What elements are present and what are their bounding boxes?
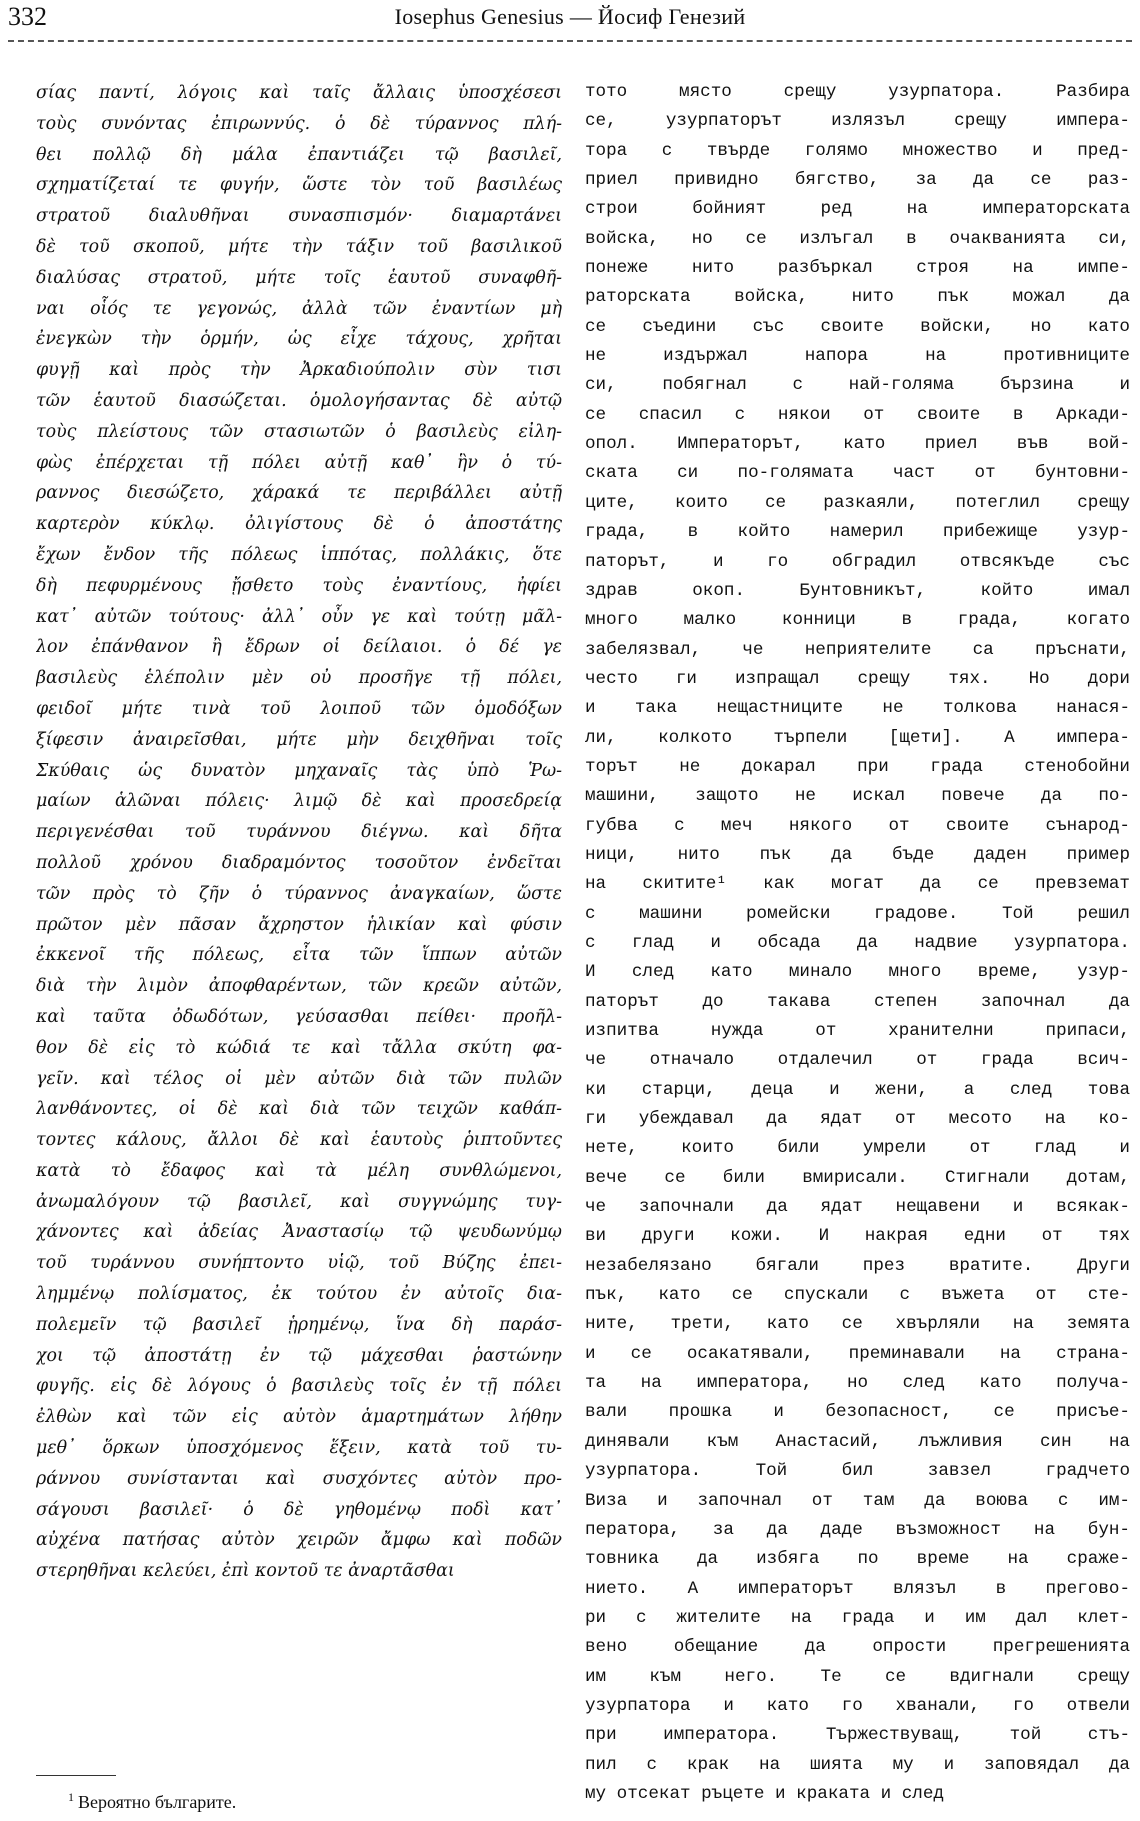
greek-text-line: στερηθῆναι κελεύει, ἐπὶ κοντοῦ τε ἀναρτᾶσθαι: [36, 1561, 455, 1582]
greek-text-line: πρῶτον μὲν πᾶσαν ἄχρηστον ἡλικίαν καὶ φύσιν: [36, 914, 562, 935]
greek-text-line: φυγῇ καὶ πρὸς τὴν Ἀρκαδιούπολιν σὺν τισι: [36, 360, 562, 381]
greek-text-column: [36, 78, 562, 1587]
greek-text-line: τῶν ἑαυτοῦ διασώζεται. ὁμολογήσαντας δὲ αὐτῷ: [36, 390, 562, 411]
bulgarian-text-line: узурпатора и като го хванали, го отвели: [585, 1695, 1130, 1716]
greek-text-line: τῶν πρὸς τὸ ζῆν ὁ τύραννος ἀναγκαίων, ὥστε: [36, 883, 562, 904]
bulgarian-text-line: паторът до такава степен започнал да: [585, 991, 1130, 1012]
bulgarian-text-line: ли, колкото търпели [щети]. А импера-: [585, 727, 1130, 748]
bulgarian-text-line: ки старци, деца и жени, а след това: [585, 1079, 1130, 1100]
greek-text-line: χοι τῷ ἀποστάτῃ ἐν τῷ μάχεσθαι ῥαστώνην: [36, 1345, 562, 1366]
bulgarian-text-line: та на императора, но след като получа-: [585, 1373, 1130, 1394]
bulgarian-text-line: ници, нито пък да бъде даден пример: [585, 844, 1130, 865]
greek-text-line: περιγενέσθαι τοῦ τυράννου διέγνω. καὶ δῆτα: [36, 822, 562, 843]
greek-text-line: τοὺς πλείστους τῶν στασιωτῶν ὁ βασιλεὺς εἰλη-: [36, 421, 562, 442]
greek-text-line: σίας παντί, λόγοις καὶ ταῖς ἄλλαις ὑποσχέσεσι: [36, 83, 562, 103]
bulgarian-text-line: ните, трети, като се хвърляли на земята: [585, 1314, 1130, 1335]
footnote: [68, 1790, 236, 1813]
bulgarian-text-line: раторската войска, нито пък можал да: [585, 287, 1130, 308]
bulgarian-text-line: узурпатора. Той бил завзел градчето: [585, 1461, 1130, 1482]
bulgarian-text-line: често ги изпращал срещу тях. Но дори: [585, 668, 1130, 689]
page-number: 332: [8, 2, 47, 31]
greek-text-line: αὐχένα πατήσας αὐτὸν χειρῶν ἄμφω καὶ ποδῶν: [36, 1530, 562, 1551]
greek-text-line: σχηματίζεταί τε φυγήν, ὥστε τὸν τοῦ βασιλέως: [36, 175, 562, 196]
bulgarian-text-line: здрав окоп. Бунтовникът, който имал: [585, 580, 1130, 601]
bulgarian-text-line: машини, защото не искал повече да по-: [585, 786, 1130, 807]
greek-text-line: λον ἐπάνθανον ἢ ἔδρων οἱ δείλαιοι. ὁ δέ γε: [36, 637, 562, 658]
bulgarian-text-line: ператора, за да даде възможност на бун-: [585, 1519, 1130, 1540]
bulgarian-text-line: че отначало отдалечил от града всич-: [585, 1050, 1130, 1071]
bulgarian-text-line: изпитва нужда от хранителни припаси,: [585, 1021, 1130, 1041]
greek-text-line: μεθ᾽ ὅρκων ὑποσχόμενος ἕξειν, κατὰ τοῦ τυ-: [36, 1438, 562, 1459]
greek-text-line: λημμένῳ πολίσματος, ἐκ τούτου ἐν αὐτοῖς δια-: [36, 1284, 562, 1305]
bulgarian-text-column: [585, 78, 1130, 1809]
bulgarian-text-line: ри с жителите на града и им дал клет-: [585, 1607, 1130, 1628]
bulgarian-text-line: забелязвал, че неприятелите са пръснати,: [585, 639, 1130, 660]
bulgarian-text-line: на скитите¹ как могат да се превземат: [585, 874, 1130, 895]
bulgarian-text-line: нието. А императорът влязъл в прегово-: [585, 1578, 1130, 1599]
bulgarian-text-line: тото място срещу узурпатора. Разбира: [585, 82, 1130, 102]
bulgarian-text-line: града, в който намерил прибежище узур-: [585, 522, 1130, 543]
bulgarian-text-line: му отсекат ръцете и краката и след: [585, 1783, 944, 1804]
bulgarian-text-line: ви други кожи. И накрая едни от тях: [585, 1226, 1130, 1247]
bulgarian-text-line: товника да избяга по време на сраже-: [585, 1549, 1130, 1570]
greek-text-line: στρατοῦ διαλυθῆναι συνασπισμόν· διαμαρτάνει: [36, 206, 562, 227]
greek-text-line: ράννου συνίστανται καὶ συσχόντες αὐτὸν προ-: [36, 1468, 562, 1489]
greek-text-line: καὶ ταῦτα ὀδωδότων, γεύσασθαι πείθει· προῆλ-: [36, 1006, 562, 1027]
greek-text-line: ἐλθὼν καὶ τῶν εἰς αὐτὸν ἁμαρτημάτων λήθην: [36, 1407, 562, 1428]
greek-text-line: δὲ τοῦ σκοποῦ, μήτε τὴν τάξιν τοῦ βασιλικοῦ: [36, 236, 562, 257]
greek-text-line: πολεμεῖν τῷ βασιλεῖ ᾑρημένῳ, ἵνα δὴ παράσ-: [36, 1314, 562, 1335]
bulgarian-text-line: се спасил с някои от своите в Аркади-: [585, 404, 1130, 425]
bulgarian-text-line: не издържал напора на противниците: [585, 346, 1130, 367]
greek-text-line: χάνοντες καὶ ἀδείας Ἀναστασίῳ τῷ ψευδωνύμῳ: [36, 1222, 562, 1243]
greek-text-line: ἐκκενοῖ τῆς πόλεως, εἶτα τῶν ἵππων αὐτῶν: [36, 945, 562, 966]
bulgarian-text-line: строи бойният ред на императорската: [585, 199, 1130, 220]
bulgarian-text-line: че започнали да ядат нещавени и всякак-: [585, 1197, 1130, 1218]
bulgarian-text-line: вали прошка и безопасност, се присъе-: [585, 1402, 1130, 1423]
bulgarian-text-line: се, узурпаторът излязъл срещу импера-: [585, 111, 1130, 132]
bulgarian-text-line: опол. Императорът, като приел във вой-: [585, 434, 1130, 455]
greek-text-line: γεῖν. καὶ τέλος οἱ μὲν αὐτῶν διὰ τῶν πυλῶν: [36, 1068, 562, 1089]
greek-text-line: τοντες κάλους, ἄλλοι δὲ καὶ ἑαυτοὺς ῥιπτοῦντες: [36, 1130, 562, 1151]
greek-text-line: ἐνεγκὼν τὴν ὁρμήν, ὡς εἶχε τάχους, χρῆται: [36, 329, 562, 350]
greek-text-line: δὴ πεφυρμένους ᾔσθετο τοὺς ἐναντίους, ἠφίει: [36, 575, 562, 596]
footnote-marker: 1: [68, 1790, 74, 1804]
greek-text-line: φυγῆς. εἰς δὲ λόγους ὁ βασιλεὺς τοῖς ἐν τῇ πόλει: [36, 1376, 562, 1397]
bulgarian-text-line: ската си по-голямата част от бунтовни-: [585, 463, 1130, 484]
bulgarian-text-line: им към него. Те се вдигнали срещу: [585, 1666, 1130, 1687]
greek-text-line: τοῦ τυράννου συνήπτοντο υἱῷ, τοῦ Βύζης ἐπει-: [36, 1253, 562, 1274]
greek-text-line: ἀνωμαλόγουν τῷ βασιλεῖ, καὶ συγγνώμης τυγ-: [36, 1191, 562, 1212]
bulgarian-text-line: паторът, и го обградил отвсякъде със: [585, 551, 1130, 572]
greek-text-line: θον δὲ εἰς τὸ κώδιά τε καὶ τἄλλα σκύτη φα-: [36, 1037, 562, 1058]
greek-text-line: θει πολλῷ δὴ μάλα ἐπαντιάζει τῷ βασιλεῖ,: [36, 144, 562, 165]
greek-text-line: ξίφεσιν ἀναιρεῖσθαι, μήτε μὴν δειχθῆναι τοῖς: [36, 729, 562, 750]
bulgarian-text-line: понеже нито разбъркал строя на импе-: [585, 258, 1130, 279]
greek-text-line: μαίων ἁλῶναι πόλεις· λιμῷ δὲ καὶ προσεδρείᾳ: [36, 791, 562, 812]
greek-text-line: τοὺς συνόντας ἐπιρωννύς. ὁ δὲ τύραννος πλή-: [36, 113, 562, 134]
bulgarian-text-line: И след като минало много време, узур-: [585, 962, 1130, 983]
greek-text-line: ναι οἷός τε γεγονώς, ἀλλὰ τῶν ἐναντίων μὴ: [36, 298, 562, 319]
bulgarian-text-line: пил с крак на шията му и заповядал да: [585, 1754, 1130, 1775]
greek-text-line: πολλοῦ χρόνου διαδραμόντος τοσοῦτον ἐνδεῖται: [36, 852, 562, 873]
greek-text-line: Σκύθαις ὡς δυνατὸν μηχαναῖς τὰς ὑπὸ Ῥω-: [36, 760, 562, 781]
bulgarian-text-line: тора с твърде голямо множество и пред-: [585, 140, 1130, 161]
bulgarian-text-line: войска, но се излъгал в очакванията си,: [585, 228, 1130, 249]
bulgarian-text-line: вече се били вмирисали. Стигнали дотам,: [585, 1167, 1130, 1188]
greek-text-line: διαλύσας στρατοῦ, μήτε τοῖς ἑαυτοῦ συναφθῆ-: [36, 267, 562, 288]
greek-text-line: καρτερὸν κύκλῳ. ὀλιγίστους δὲ ὁ ἀποστάτης: [36, 514, 562, 535]
greek-text-line: κατ᾽ αὐτῶν τούτους· ἀλλ᾽ οὖν γε καὶ τούτῃ μᾶλ-: [36, 606, 562, 627]
running-title: Iosephus Genesius — Йосиф Генезий: [394, 4, 746, 29]
footnote-text: Вероятно българите.: [78, 1792, 237, 1812]
bulgarian-text-line: вено обещание да опрости прегрешенията: [585, 1637, 1130, 1658]
bulgarian-text-line: с машини ромейски градове. Той решил: [585, 903, 1130, 924]
bulgarian-text-line: си, побягнал с най-голяма бързина и: [585, 375, 1130, 396]
bulgarian-text-line: при императора. Тържествуващ, той стъ-: [585, 1725, 1130, 1746]
greek-text-line: λανθάνοντες, οἱ δὲ καὶ διὰ τῶν τειχῶν καθάπ-: [36, 1099, 562, 1120]
header-rule: [8, 40, 1132, 42]
page-header: [8, 0, 1132, 34]
greek-text-line: φὼς ἐπέρχεται τῇ πόλει αὐτῇ καθ᾽ ἣν ὁ τύ-: [36, 452, 562, 473]
footnote-rule: [36, 1775, 116, 1776]
bulgarian-text-line: Виза и започнал от там да воюва с им-: [585, 1490, 1130, 1511]
bulgarian-text-line: незабелязано бягали през вратите. Други: [585, 1255, 1130, 1276]
bulgarian-text-line: ците, които се разкаяли, потеглил срещу: [585, 492, 1130, 513]
bulgarian-text-line: динявали към Анастасий, лъжливия син на: [585, 1431, 1130, 1452]
bulgarian-text-line: ги убеждавал да ядат от месото на ко-: [585, 1109, 1130, 1130]
greek-text-line: σάγουσι βασιλεῖ· ὁ δὲ γηθομένῳ ποδὶ κατ᾽: [36, 1499, 562, 1520]
bulgarian-text-line: и така нещастниците не толкова нанася-: [585, 698, 1130, 719]
bulgarian-text-line: губва с меч някого от своите сънарод-: [585, 815, 1130, 836]
greek-text-line: κατὰ τὸ ἔδαφος καὶ τὰ μέλη συνθλώμενοι,: [36, 1160, 562, 1181]
bulgarian-text-line: и се осакатявали, преминавали на страна-: [585, 1343, 1130, 1364]
greek-text-line: βασιλεὺς ἑλέπολιν μὲν οὐ προσῆγε τῇ πόλει,: [36, 668, 562, 689]
bulgarian-text-line: се съедини със своите войски, но като: [585, 316, 1130, 337]
bulgarian-text-line: с глад и обсада да надвие узурпатора.: [585, 932, 1130, 953]
bulgarian-text-line: нете, които били умрели от глад и: [585, 1138, 1130, 1159]
greek-text-line: ἔχων ἔνδον τῆς πόλεως ἱππότας, πολλάκις, ὅτε: [36, 544, 562, 565]
greek-text-line: φειδοῖ μήτε τινὰ τοῦ λοιποῦ τῶν ὁμοδόξων: [36, 698, 562, 719]
greek-text-line: ραννος διεσώζετο, χάρακά τε περιβάλλει αὐτῇ: [36, 483, 562, 504]
bulgarian-text-line: пък, като се спускали с въжета от сте-: [585, 1285, 1130, 1306]
bulgarian-text-line: торът не докарал при града стенобойни: [585, 756, 1130, 777]
greek-text-line: διὰ τὴν λιμὸν ἀποφθαρέντων, τῶν κρεῶν αὐτῶν,: [36, 976, 562, 997]
bulgarian-text-line: приел привидно бягство, за да се раз-: [585, 170, 1130, 191]
bulgarian-text-line: много малко конници в града, когато: [585, 610, 1130, 631]
